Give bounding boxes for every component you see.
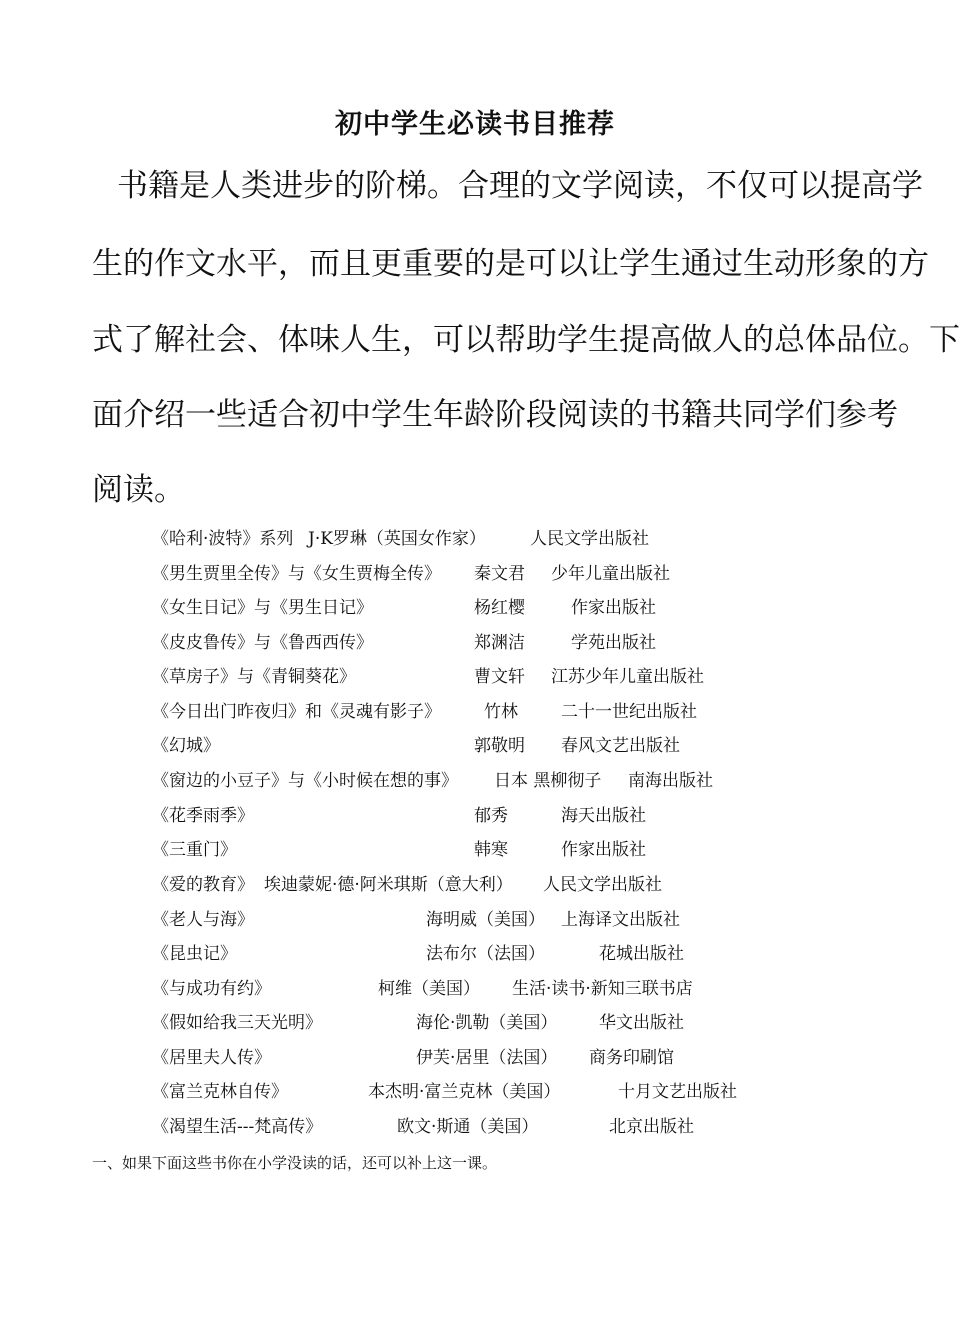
- intro-line-1: 书籍是人类进步的阶梯。合理的文学阅读，不仅可以提高学: [117, 168, 923, 204]
- book-author: 海伦·凯勒（美国）: [416, 1013, 558, 1033]
- book-publisher: 上海译文出版社: [561, 910, 680, 930]
- book-publisher: 华文出版社: [599, 1013, 684, 1033]
- book-author: 曹文轩: [474, 667, 525, 687]
- book-title: 《皮皮鲁传》与《鲁西西传》: [152, 633, 373, 653]
- book-author: 本杰明·富兰克林（美国）: [368, 1082, 561, 1102]
- book-title: 《昆虫记》: [152, 944, 237, 964]
- book-publisher: 学苑出版社: [571, 633, 656, 653]
- book-publisher: 作家出版社: [561, 840, 646, 860]
- book-title: 《假如给我三天光明》: [152, 1013, 322, 1033]
- intro-line-5: 阅读。: [92, 472, 185, 508]
- book-author: 柯维（美国）: [378, 979, 480, 999]
- book-title: 《富兰克林自传》: [152, 1082, 288, 1102]
- book-author: 韩寒: [474, 840, 508, 860]
- book-publisher: 少年儿童出版社: [551, 564, 670, 584]
- book-publisher: 南海出版社: [628, 771, 713, 791]
- book-author: 杨红樱: [474, 598, 525, 618]
- book-author: 法布尔（法国）: [426, 944, 545, 964]
- book-publisher: 生活·读书·新知三联书店: [512, 979, 693, 999]
- book-author: 欧文·斯通（美国）: [397, 1117, 539, 1137]
- book-title: 《窗边的小豆子》与《小时候在想的事》: [152, 771, 458, 791]
- book-publisher: 二十一世纪出版社: [561, 702, 697, 722]
- book-title: 《爱的教育》: [152, 875, 254, 895]
- book-author: 郭敬明: [474, 736, 525, 756]
- book-title: 《幻城》: [152, 736, 220, 756]
- book-author: J·K罗琳（英国女作家）: [308, 529, 486, 549]
- book-author: 郁秀: [474, 806, 508, 826]
- book-publisher: 花城出版社: [599, 944, 684, 964]
- intro-line-3: 式了解社会、体味人生，可以帮助学生提高做人的总体品位。下: [92, 322, 960, 358]
- intro-line-2: 生的作文水平，而且更重要的是可以让学生通过生动形象的方: [92, 246, 929, 282]
- book-publisher: 海天出版社: [561, 806, 646, 826]
- book-title: 《哈利·波特》系列: [152, 529, 294, 549]
- book-title: 《与成功有约》: [152, 979, 271, 999]
- book-author: 竹林: [484, 702, 518, 722]
- book-title: 《今日出门昨夜归》和《灵魂有影子》: [152, 702, 441, 722]
- book-title: 《三重门》: [152, 840, 237, 860]
- book-publisher: 人民文学出版社: [530, 529, 649, 549]
- book-title: 《老人与海》: [152, 910, 254, 930]
- book-author: 郑渊洁: [474, 633, 525, 653]
- book-publisher: 春风文艺出版社: [561, 736, 680, 756]
- book-publisher: 商务印刷馆: [589, 1048, 674, 1068]
- book-publisher: 江苏少年儿童出版社: [551, 667, 704, 687]
- book-title: 《男生贾里全传》与《女生贾梅全传》: [152, 564, 441, 584]
- book-publisher: 作家出版社: [571, 598, 656, 618]
- book-title: 《居里夫人传》: [152, 1048, 271, 1068]
- book-author: 日本 黑柳彻子: [494, 771, 602, 791]
- book-title: 《花季雨季》: [152, 806, 254, 826]
- book-publisher: 人民文学出版社: [543, 875, 662, 895]
- book-title: 《草房子》与《青铜葵花》: [152, 667, 356, 687]
- book-author: 秦文君: [474, 564, 525, 584]
- footer-note: 一、如果下面这些书你在小学没读的话，还可以补上这一课。: [92, 1154, 498, 1172]
- book-publisher: 十月文艺出版社: [618, 1082, 737, 1102]
- book-author: 埃迪蒙妮·德·阿米琪斯（意大利）: [264, 875, 513, 895]
- book-title: 《女生日记》与《男生日记》: [152, 598, 373, 618]
- page-title: 初中学生必读书目推荐: [335, 109, 615, 140]
- book-title: 《渴望生活---梵高传》: [152, 1117, 323, 1137]
- book-author: 伊芙·居里（法国）: [416, 1048, 558, 1068]
- book-author: 海明威（美国）: [426, 910, 545, 930]
- intro-line-4: 面介绍一些适合初中学生年龄阶段阅读的书籍共同学们参考: [92, 397, 898, 433]
- book-publisher: 北京出版社: [609, 1117, 694, 1137]
